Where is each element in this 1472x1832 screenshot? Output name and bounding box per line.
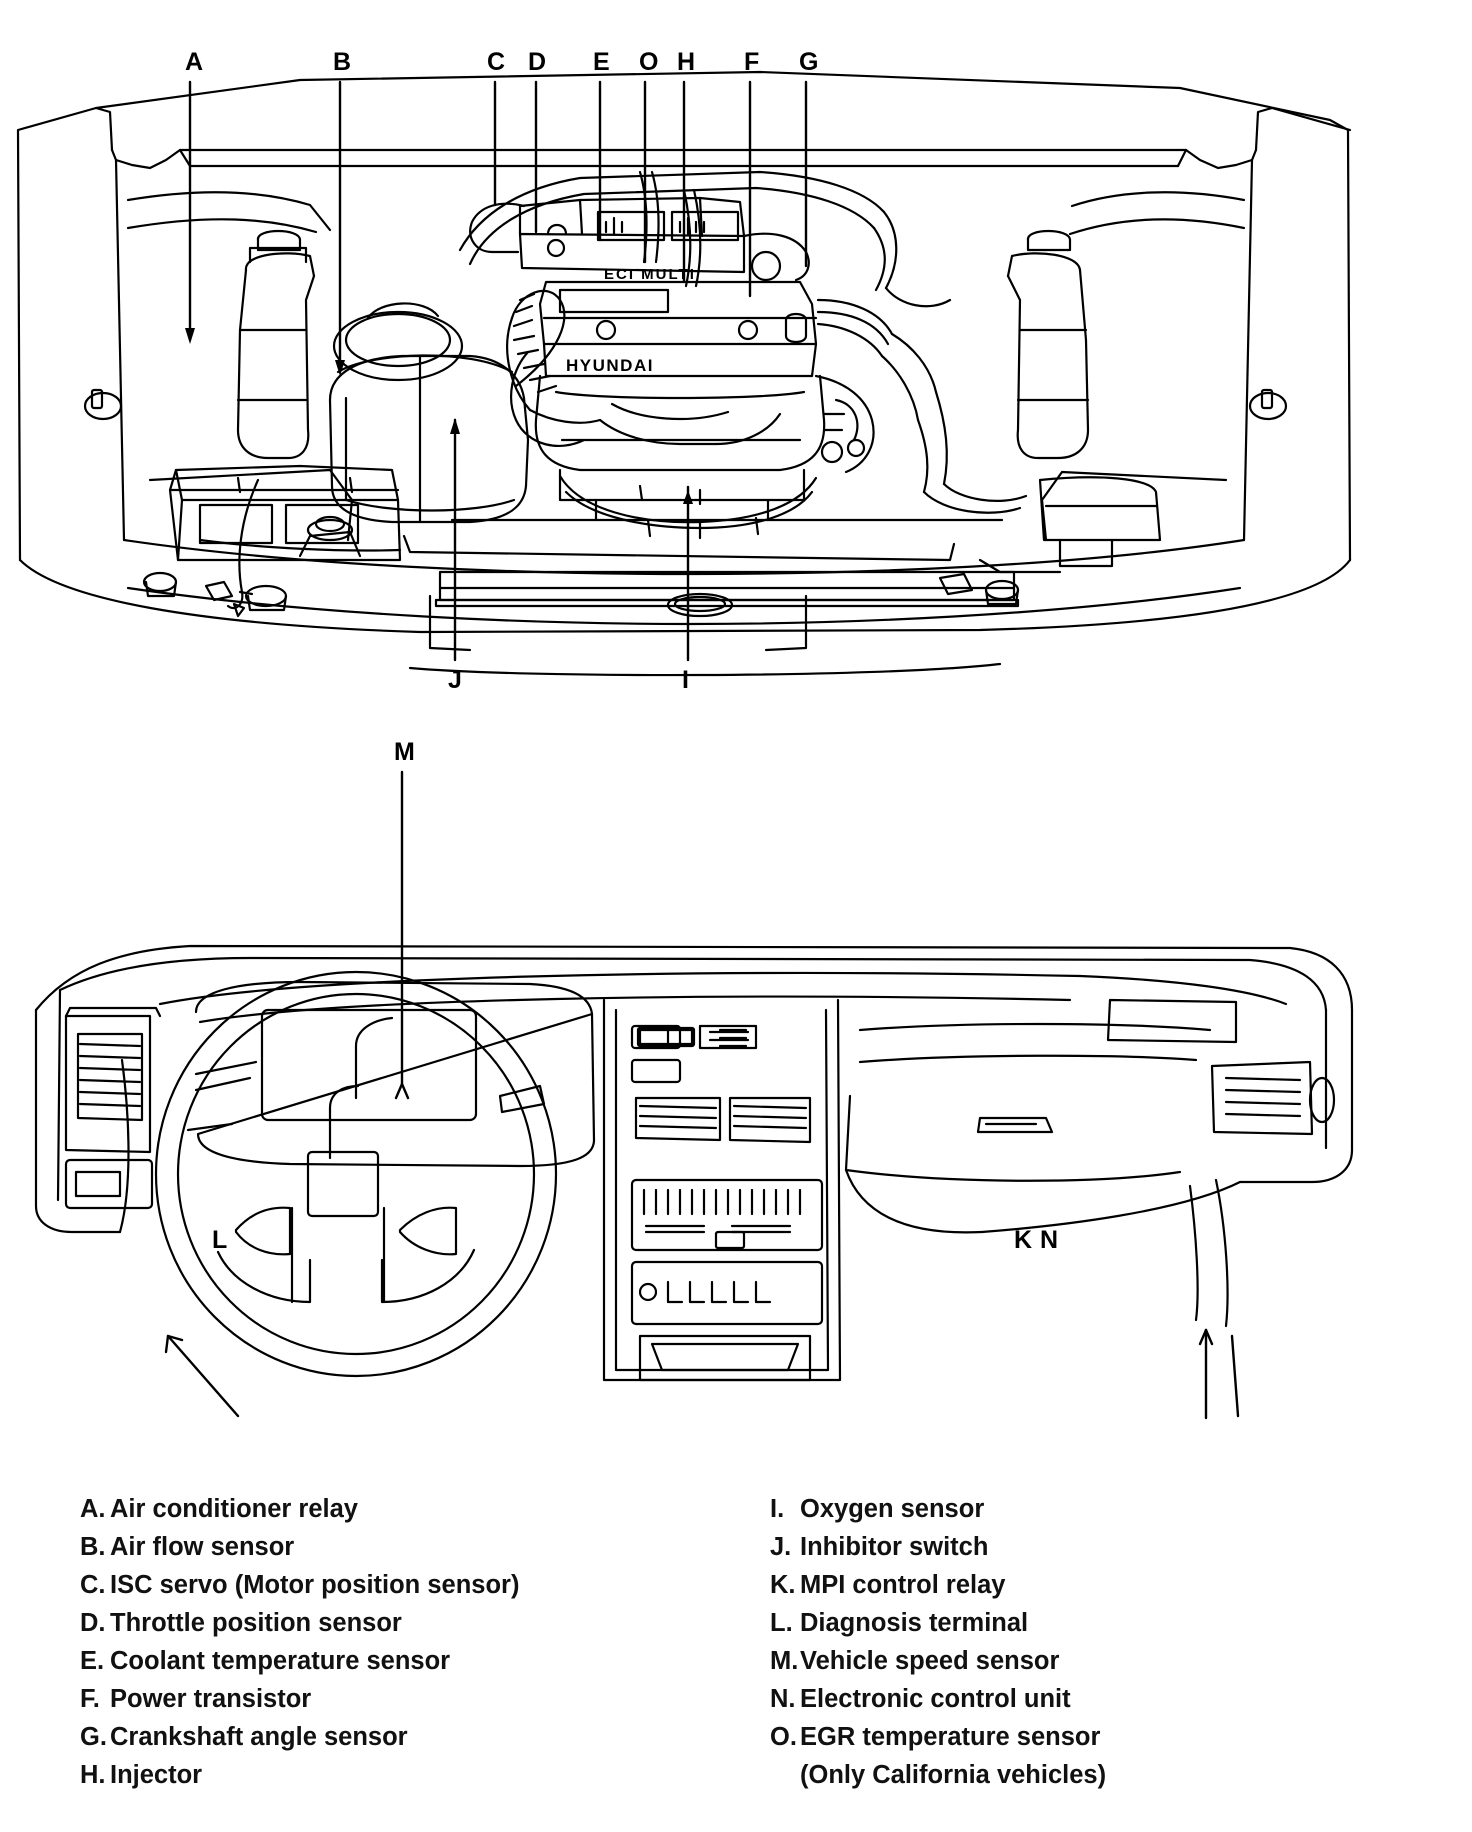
engine-block <box>536 376 824 520</box>
leader-arrowheads <box>185 328 693 504</box>
left-lower-parts <box>144 517 1018 610</box>
right-lower-parts <box>980 477 1160 572</box>
legend-column-right <box>770 1490 1410 1794</box>
air-cleaner-B <box>330 355 528 522</box>
legend-label-I: Oxygen sensor <box>800 1495 985 1523</box>
legend-label-F: Power transistor <box>110 1685 312 1713</box>
legend-label-O: EGR temperature sensor <box>800 1723 1101 1751</box>
legend-label-H: Injector <box>110 1761 203 1789</box>
callout-N: N <box>1040 1226 1059 1254</box>
right-reservoir <box>1008 231 1088 458</box>
steering-wheel <box>156 972 556 1376</box>
legend-key-H: H. <box>80 1761 106 1789</box>
legend-label-A: Air conditioner relay <box>110 1495 358 1523</box>
brake-booster <box>334 303 462 380</box>
legend-key-A: A. <box>80 1495 106 1523</box>
core-support <box>436 520 1018 606</box>
callout-E: E <box>593 48 610 76</box>
legend-item-G <box>80 1718 700 1756</box>
wiper-linkage <box>200 536 954 560</box>
legend-key-N: N. <box>770 1685 796 1713</box>
callout-O: O <box>639 48 659 76</box>
legend-item-E <box>80 1642 700 1680</box>
legend-label-C: ISC servo (Motor position sensor) <box>110 1571 520 1599</box>
ecu-module-label: ECI MULTI <box>604 266 696 283</box>
legend-key-G: G. <box>80 1723 107 1751</box>
legend-label-B: Air flow sensor <box>110 1533 295 1561</box>
legend-key-C: C. <box>80 1571 106 1599</box>
legend-item-I <box>770 1490 1410 1528</box>
callout-H: H <box>677 48 696 76</box>
inner-fenders <box>85 192 1286 540</box>
callout-D: D <box>528 48 547 76</box>
legend-item-K <box>770 1566 1410 1604</box>
callout-B: B <box>333 48 352 76</box>
legend-label-D: Throttle position sensor <box>110 1609 402 1637</box>
legend-item-J <box>770 1528 1410 1566</box>
legend <box>0 1490 1472 1800</box>
legend-key-E: E. <box>80 1647 105 1675</box>
legend-key-D: D. <box>80 1609 106 1637</box>
callout-A: A <box>185 48 204 76</box>
legend-item-D <box>80 1604 700 1642</box>
callout-K: K <box>1014 1226 1033 1254</box>
legend-item-C <box>80 1566 700 1604</box>
engine-brand-label: HYUNDAI <box>566 356 654 375</box>
legend-key-F: F. <box>80 1685 100 1713</box>
callout-L: L <box>212 1226 228 1254</box>
callout-I: I <box>682 666 689 694</box>
legend-label-G: Crankshaft angle sensor <box>110 1723 408 1751</box>
legend-item-L <box>770 1604 1410 1642</box>
legend-label-J: Inhibitor switch <box>800 1533 989 1561</box>
legend-note-california: (Only California vehicles) <box>800 1761 1107 1789</box>
legend-item-A <box>80 1490 700 1528</box>
legend-key-O: O. <box>770 1723 797 1751</box>
legend-key-B: B. <box>80 1533 106 1561</box>
callout-G: G <box>799 48 819 76</box>
callout-J: J <box>448 666 462 694</box>
legend-key-K: K. <box>770 1571 796 1599</box>
instrument-panel <box>36 946 1352 1380</box>
battery-box <box>170 466 400 560</box>
legend-item-M <box>770 1642 1410 1680</box>
legend-label-N: Electronic control unit <box>800 1685 1071 1713</box>
callout-M: M <box>394 738 415 766</box>
legend-key-I: I. <box>770 1495 785 1523</box>
legend-key-J: J. <box>770 1533 792 1561</box>
legend-label-E: Coolant temperature sensor <box>110 1647 451 1675</box>
legend-item-F <box>80 1680 700 1718</box>
legend-item-B <box>80 1528 700 1566</box>
reservoir-A <box>238 231 314 458</box>
legend-key-M: M. <box>770 1647 799 1675</box>
legend-label-M: Vehicle speed sensor <box>800 1647 1060 1675</box>
legend-key-L: L. <box>770 1609 793 1637</box>
legend-column-left <box>80 1490 700 1794</box>
callout-F: F <box>744 48 760 76</box>
callout-C: C <box>487 48 506 76</box>
legend-label-L: Diagnosis terminal <box>800 1609 1029 1637</box>
legend-label-K: MPI control relay <box>800 1571 1006 1599</box>
legend-item-H <box>80 1756 700 1794</box>
legend-item-N <box>770 1680 1410 1718</box>
legend-item-O <box>770 1718 1410 1756</box>
